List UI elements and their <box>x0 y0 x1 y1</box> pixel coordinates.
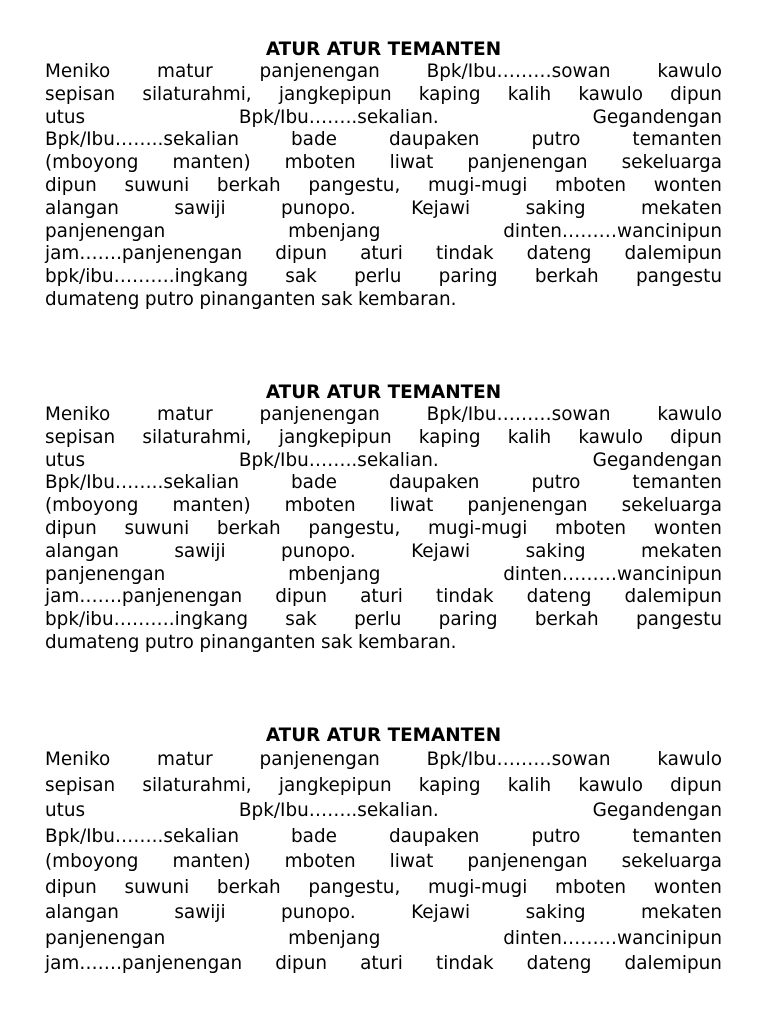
text-line: alangan sawiji punopo. Kejawi saking mekaten <box>45 540 722 562</box>
section-1 <box>45 38 722 312</box>
text-line: alangan sawiji punopo. Kejawi saking mekaten <box>45 197 722 219</box>
text-line: utus Bpk/Ibu……..sekalian. Gegandengan <box>45 449 722 471</box>
text-line: dumateng putro pinanganten sak kembaran. <box>45 631 457 653</box>
text-line: Meniko matur panjenengan Bpk/Ibu………sowan kawulo <box>45 61 722 82</box>
text-line: (mboyong manten) mboten liwat panjenengan sekeluarga <box>45 495 722 517</box>
text-line: utus Bpk/Ibu……..sekalian. Gegandengan <box>45 106 722 128</box>
text-line: Bpk/Ibu……..sekalian bade daupaken putro temanten <box>45 825 722 847</box>
text-line: panjenengan mbenjang dinten………wancinipun <box>45 563 722 585</box>
text-line: Bpk/Ibu……..sekalian bade daupaken putro temanten <box>45 129 722 151</box>
text-line: sepisan silaturahmi, jangkepipun kaping kalih kawulo dipun <box>45 426 722 448</box>
text-line: Meniko matur panjenengan Bpk/Ibu………sowan kawulo <box>45 749 722 770</box>
text-line: panjenengan mbenjang dinten………wancinipun <box>45 927 722 949</box>
text-line: bpk/ibu……….ingkang sak perlu paring berkah pangestu <box>45 609 722 631</box>
section-2 <box>45 381 722 655</box>
section-title: ATUR ATUR TEMANTEN <box>265 39 502 60</box>
text-line: alangan sawiji punopo. Kejawi saking mekaten <box>45 902 722 923</box>
section-body <box>45 404 722 655</box>
text-line: dumateng putro pinanganten sak kembaran. <box>45 288 457 310</box>
text-line: (mboyong manten) mboten liwat panjenengan sekeluarga <box>45 851 722 872</box>
section-title: ATUR ATUR TEMANTEN <box>265 382 502 403</box>
section-3 <box>45 724 722 977</box>
text-line: jam…….panjenengan dipun aturi tindak dateng dalemipun <box>45 586 722 608</box>
text-line: panjenengan mbenjang dinten………wancinipun <box>45 220 722 242</box>
section-body <box>45 61 722 312</box>
text-line: (mboyong manten) mboten liwat panjenengan sekeluarga <box>45 152 722 174</box>
text-line: sepisan silaturahmi, jangkepipun kaping kalih kawulo dipun <box>45 83 722 105</box>
text-line: sepisan silaturahmi, jangkepipun kaping kalih kawulo dipun <box>45 774 722 796</box>
text-line: dipun suwuni berkah pangestu, mugi-mugi mboten wonten <box>45 517 722 539</box>
text-line: Meniko matur panjenengan Bpk/Ibu………sowan kawulo <box>45 404 722 425</box>
text-line: Bpk/Ibu……..sekalian bade daupaken putro temanten <box>45 472 722 494</box>
text-line: jam…….panjenengan dipun aturi tindak dateng dalemipun <box>45 953 722 974</box>
text-line: utus Bpk/Ibu……..sekalian. Gegandengan <box>45 800 722 821</box>
text-line: dipun suwuni berkah pangestu, mugi-mugi mboten wonten <box>45 876 722 898</box>
text-line: dipun suwuni berkah pangestu, mugi-mugi mboten wonten <box>45 174 722 196</box>
text-line: jam…….panjenengan dipun aturi tindak dateng dalemipun <box>45 243 722 265</box>
section-title: ATUR ATUR TEMANTEN <box>265 725 502 746</box>
section-body <box>45 747 722 977</box>
text-line: bpk/ibu……….ingkang sak perlu paring berkah pangestu <box>45 266 722 288</box>
